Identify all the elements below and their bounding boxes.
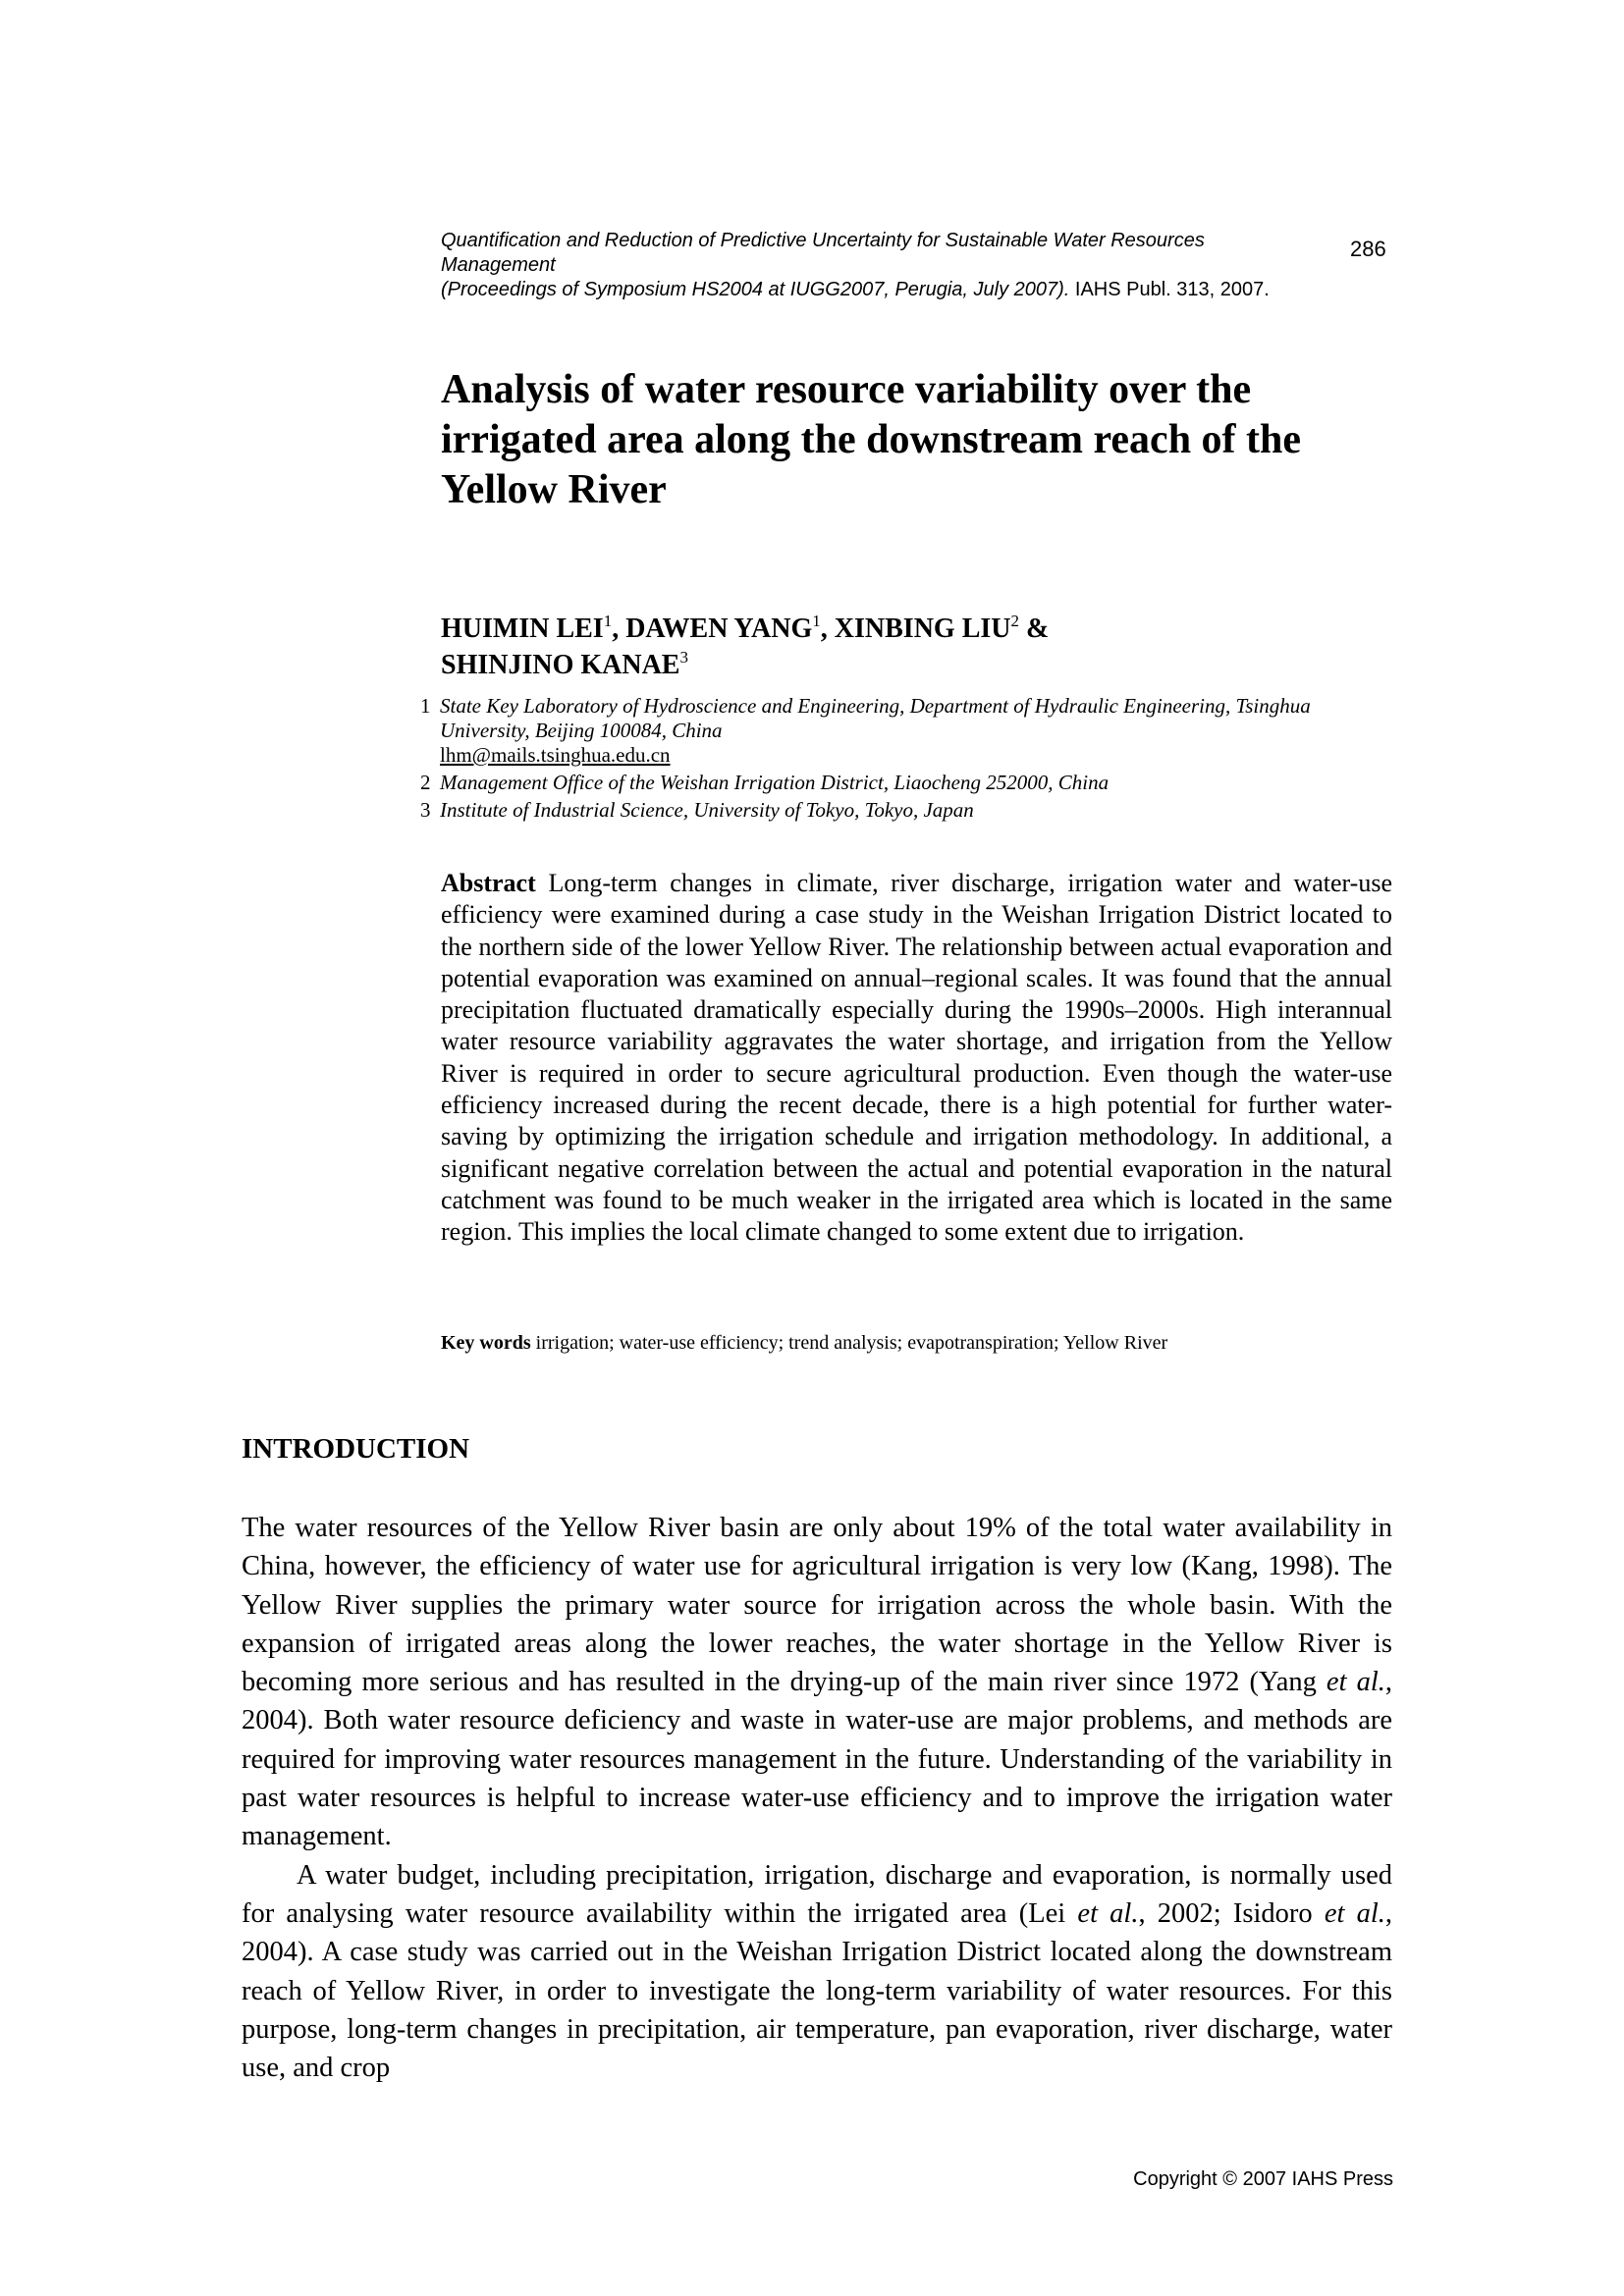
header-line-2 xyxy=(441,278,1305,302)
paragraph-text: A water budget, including precipitation, irrigation, discharge and evaporation, is normally used for analysing water resource availability within the irrigated area (Lei xyxy=(242,1859,1392,1929)
affiliation-number: 1 xyxy=(420,694,431,718)
citation-etal: et al. xyxy=(1324,1897,1385,1929)
author-separator: , xyxy=(820,614,835,644)
author-list xyxy=(441,611,1325,683)
abstract-text: Long-term changes in climate, river discharge, irrigation water and water-use efficiency were examined during a case study in the Weishan Irrigation District located to the northern side of the lower Yellow River. The relationship between actual evaporation and potential evaporation was examined on annual–regional scales. It was found that the annual precipitation fluctuated dramatically especially during the 1990s–2000s. High interannual water resource variability aggravates the water shortage, and irrigation from the Yellow River is required in order to secure agricultural production. Even though the water-use efficiency increased during the recent decade, there is a high potential for further water-saving by optimizing the irrigation schedule and irrigation methodology. In additional, a significant negative correlation between the actual and potential evaporation in the natural catchment was found to be much weaker in the irrigated area which is located in the same region. This implies the local climate changed to some extent due to irrigation. xyxy=(441,869,1392,1247)
abstract-label: Abstract xyxy=(441,869,536,897)
paragraph-text: , 2004). A case study was carried out in the Weishan Irrigation District located along the downstream reach of Yellow River, in order to investigate the long-term variability of water resources. For this purpose, long-term changes in precipitation, air temperature, pan evaporation, river discharge, water use, and crop xyxy=(242,1897,1392,2084)
affiliation-number: 2 xyxy=(420,771,431,794)
affiliation xyxy=(420,694,1402,768)
copyright-notice: Copyright © 2007 IAHS Press xyxy=(1133,2168,1393,2190)
affiliation-address: State Key Laboratory of Hydroscience and Engineering, Department of Hydraulic Engineering, Tsinghua University, Beijing 100084, China xyxy=(440,694,1311,742)
header-publication: IAHS Publ. 313, 2007. xyxy=(1074,279,1270,300)
email-link[interactable]: lhm@mails.tsinghua.edu.cn xyxy=(440,743,671,767)
affiliation-number: 3 xyxy=(420,798,431,822)
affiliation-text: Institute of Industrial Science, University of Tokyo, Tokyo, Japan xyxy=(440,798,974,822)
header-line-1: Quantification and Reduction of Predictive Uncertainty for Sustainable Water Resources Management xyxy=(441,230,1205,276)
citation-etal: et al. xyxy=(1077,1897,1139,1929)
paragraph-text: The water resources of the Yellow River basin are only about 19% of the total water availability in China, however, the efficiency of water use for agricultural irrigation is very low (Kang, 1998). The Yellow River supplies the primary water source for irrigation across the whole basin. With the expansion of irrigated areas along the lower reaches, the water shortage in the Yellow River is becoming more serious and has resulted in the drying-up of the main river since 1972 (Yang xyxy=(242,1513,1392,1698)
author-name: DAWEN YANG xyxy=(625,614,813,644)
paragraph-text: , 2002; Isidoro xyxy=(1138,1897,1325,1929)
author-affiliation-mark: 2 xyxy=(1010,612,1019,630)
author-affiliation-mark: 3 xyxy=(679,648,688,667)
author-separator: , xyxy=(612,614,626,644)
affiliation-list xyxy=(420,694,1402,826)
author-affiliation-mark: 1 xyxy=(812,612,821,630)
keywords xyxy=(441,1331,1403,1355)
author-affiliation-mark: 1 xyxy=(603,612,613,630)
citation-etal: et al. xyxy=(1326,1667,1385,1698)
paragraph xyxy=(242,1509,1392,1856)
header-proceedings: (Proceedings of Symposium HS2004 at IUGG2007, Perugia, July 2007). xyxy=(441,279,1070,300)
affiliation-text xyxy=(440,694,1402,768)
author-name: XINBING LIU xyxy=(834,614,1011,644)
paragraph-text: , 2004). Both water resource deficiency and waste in water-use are major problems, and methods are required for improving water resources management in the future. Understanding of the variability in past water resources is helpful to increase water-use efficiency and to improve the irrigation water management. xyxy=(242,1667,1392,1852)
author-name: SHINJINO KANAE xyxy=(441,650,680,680)
affiliation-text: Management Office of the Weishan Irrigation District, Liaocheng 252000, China xyxy=(440,771,1110,794)
author-name: HUIMIN LEI xyxy=(441,614,604,644)
abstract xyxy=(441,868,1392,1249)
page-number: 286 xyxy=(1350,237,1386,261)
paper-title: Analysis of water resource variability over the irrigated area along the downstream reach of the Yellow River xyxy=(441,367,1302,512)
author-separator: & xyxy=(1018,614,1050,644)
affiliation xyxy=(420,771,1402,795)
introduction-body xyxy=(242,1509,1392,2087)
keywords-label: Key words xyxy=(441,1332,531,1354)
running-header xyxy=(441,229,1305,302)
section-heading-introduction: INTRODUCTION xyxy=(242,1433,470,1465)
keywords-text: irrigation; water-use efficiency; trend analysis; evapotranspiration; Yellow River xyxy=(530,1332,1168,1354)
paragraph xyxy=(242,1856,1392,2088)
affiliation xyxy=(420,798,1402,823)
